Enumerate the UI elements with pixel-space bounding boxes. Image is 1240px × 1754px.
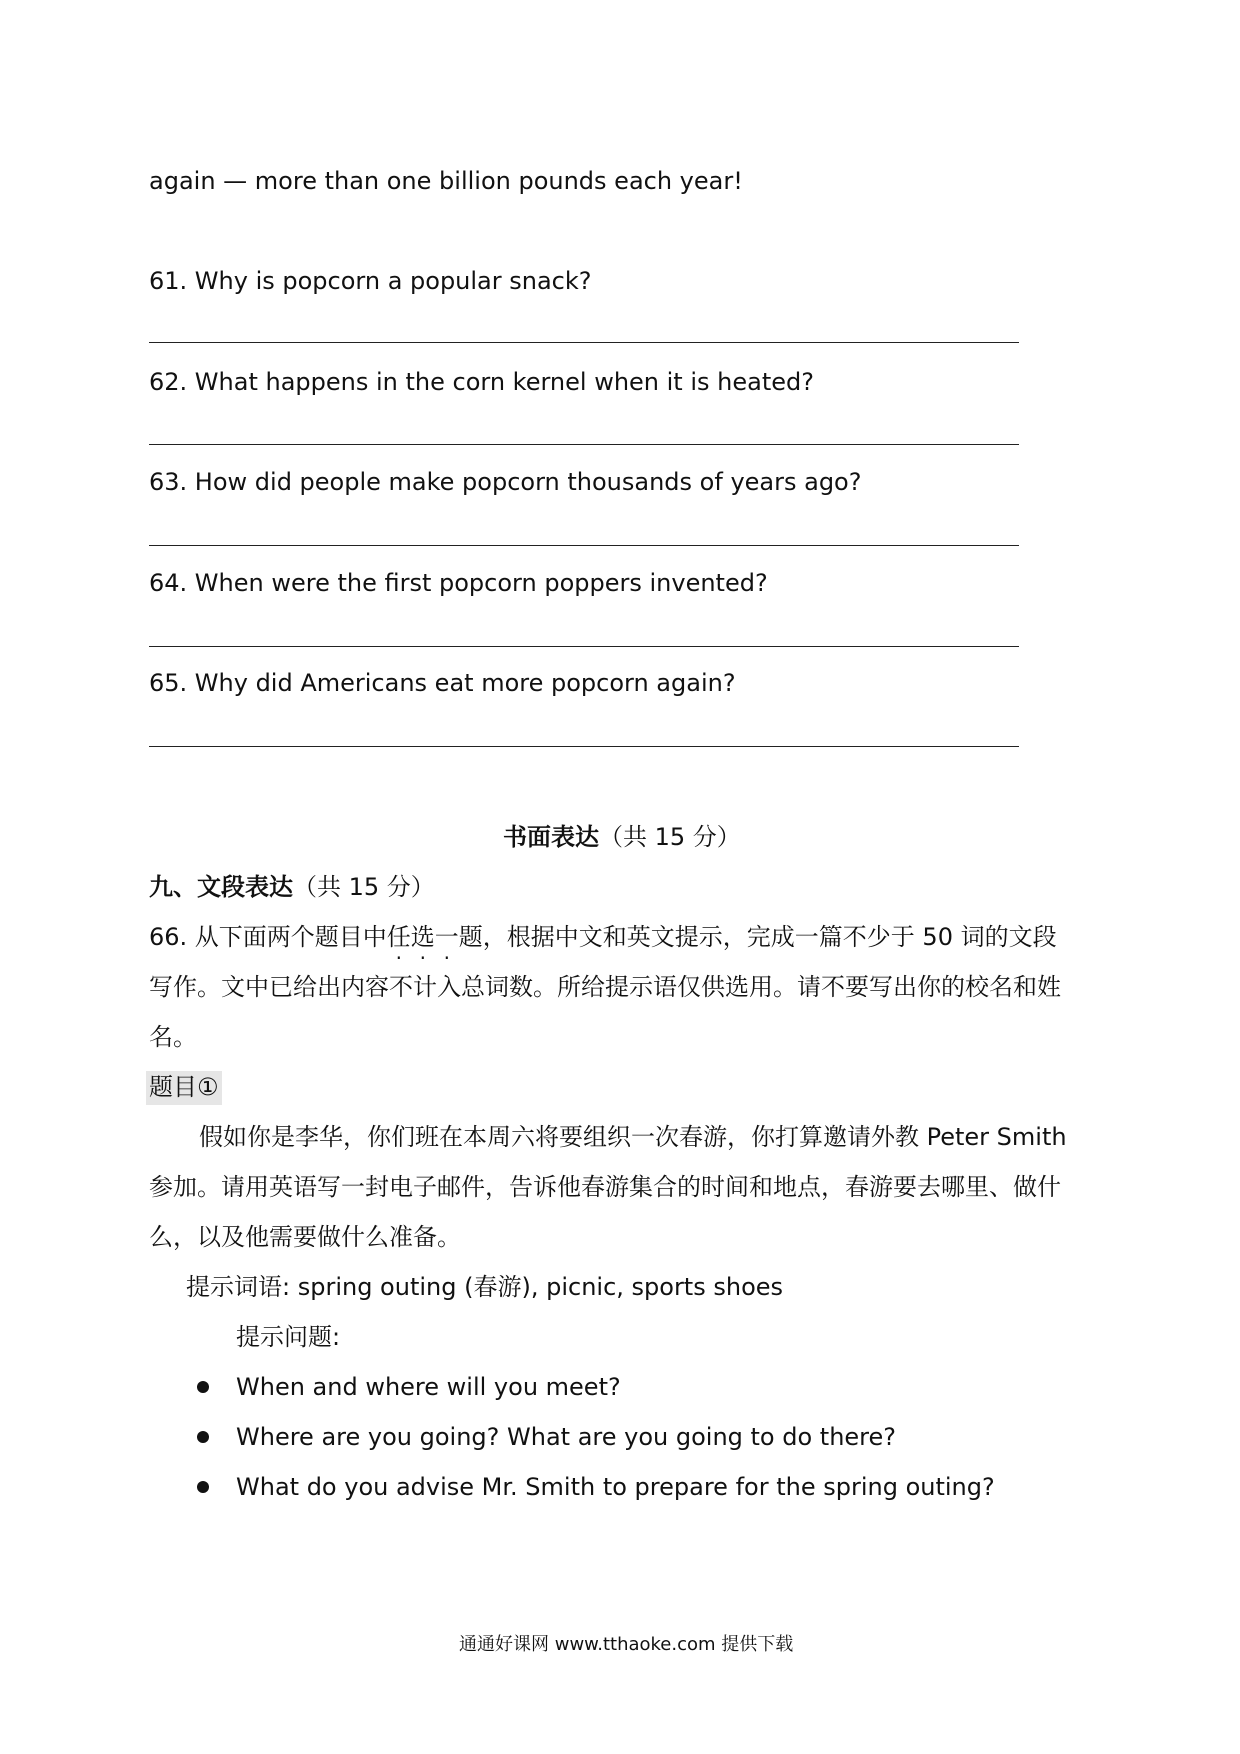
q66-text: 题，根据中文和英文提示，完成一篇不少于 50 词的文段	[458, 923, 1057, 951]
hint-question-3: What do you advise Mr. Smith to prepare for the spring outing?	[236, 1473, 995, 1501]
section-title-main: 书面表达	[503, 823, 599, 851]
answer-line-62[interactable]	[149, 444, 1019, 445]
topic-1-label-highlight: 题目①	[146, 1071, 222, 1105]
topic-1-paragraph-line-2: 参加。请用英语写一封电子邮件，告诉他春游集合的时间和地点，春游要去哪里、做什	[149, 1173, 1061, 1201]
emphasis-char: 一	[434, 923, 459, 951]
section-title-score: （共 15 分）	[599, 823, 741, 851]
bullet-icon	[197, 1431, 209, 1443]
answer-line-63[interactable]	[149, 545, 1019, 546]
part-heading-main: 九、文段表达	[149, 873, 293, 901]
hint-questions-label: 提示问题:	[236, 1323, 341, 1351]
q66-text: 66. 从下面两个题目中	[149, 923, 387, 951]
emphasis-char: 选	[410, 923, 435, 951]
question-61: 61. Why is popcorn a popular snack?	[149, 267, 592, 295]
topic-1-paragraph-line-1: 假如你是李华，你们班在本周六将要组织一次春游，你打算邀请外教 Peter Smith	[199, 1123, 1067, 1151]
bullet-icon	[197, 1481, 209, 1493]
passage-ending: again — more than one billion pounds each year!	[149, 167, 743, 195]
answer-line-65[interactable]	[149, 746, 1019, 747]
q66-line-2: 写作。文中已给出内容不计入总词数。所给提示语仅供选用。请不要写出你的校名和姓	[149, 973, 1061, 1001]
footer-source: 通通好课网 www.tthaoke.com 提供下载	[459, 1634, 794, 1655]
question-63: 63. How did people make popcorn thousands of years ago?	[149, 468, 862, 496]
question-65: 65. Why did Americans eat more popcorn again?	[149, 669, 736, 697]
topic-1-label	[146, 1072, 222, 1102]
bullet-icon	[197, 1381, 209, 1393]
q66-line-1	[149, 922, 1057, 952]
hint-question-1: When and where will you meet?	[236, 1373, 621, 1401]
topic-1-paragraph-line-3: 么，以及他需要做什么准备。	[149, 1223, 461, 1251]
answer-line-64[interactable]	[149, 646, 1019, 647]
question-62: 62. What happens in the corn kernel when it is heated?	[149, 368, 814, 396]
q66-line-3: 名。	[149, 1023, 197, 1051]
hint-words: 提示词语: spring outing (春游), picnic, sports shoes	[186, 1273, 784, 1301]
question-64: 64. When were the first popcorn poppers invented?	[149, 569, 768, 597]
emphasis-char: 任	[386, 923, 411, 951]
hint-question-2: Where are you going? What are you going to do there?	[236, 1423, 897, 1451]
part-heading	[149, 872, 435, 902]
section-title	[503, 822, 741, 852]
part-heading-score: （共 15 分）	[293, 873, 435, 901]
answer-line-61[interactable]	[149, 342, 1019, 343]
